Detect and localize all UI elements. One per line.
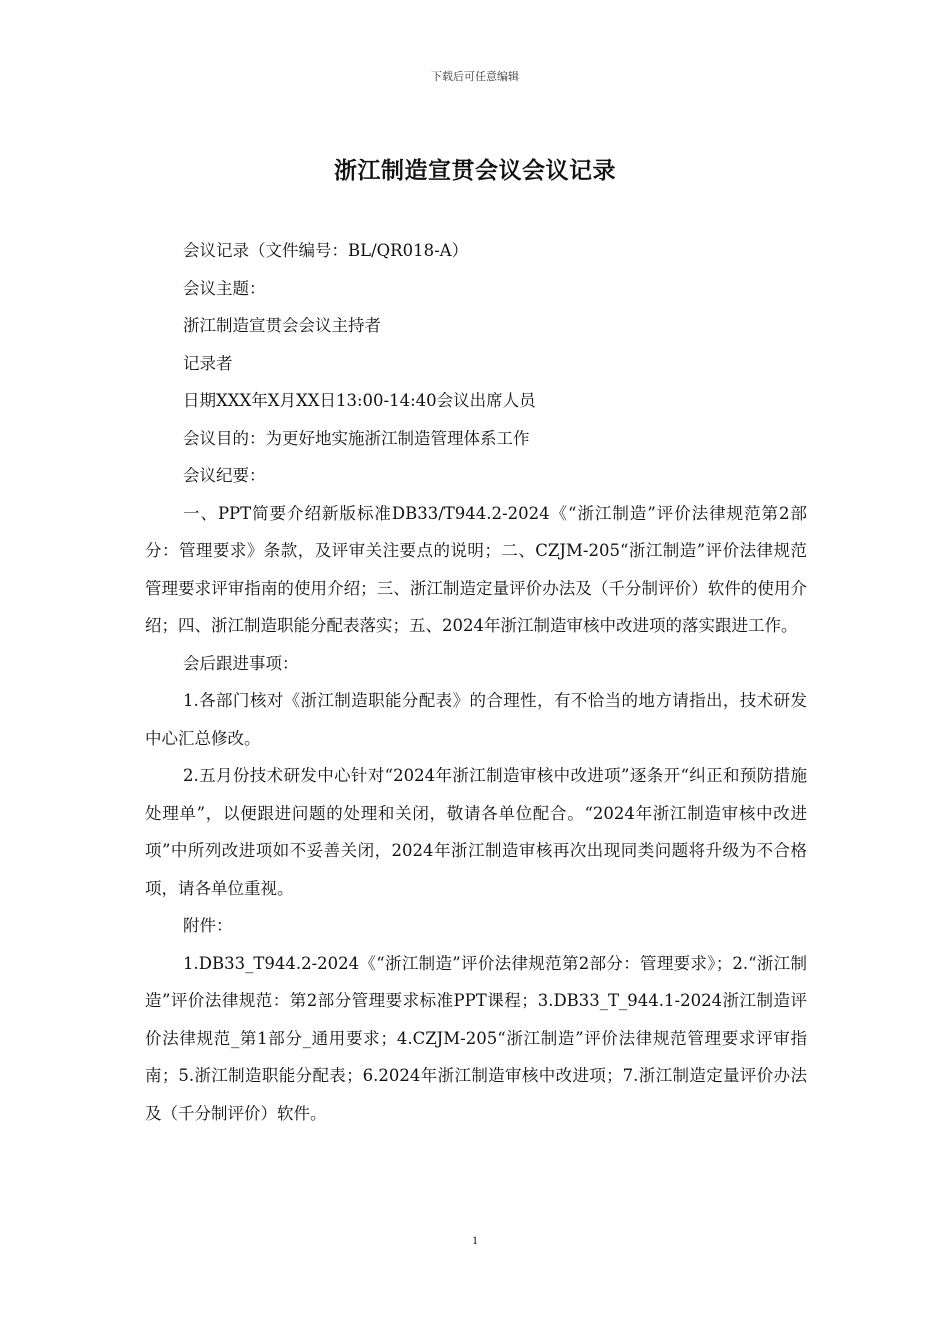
document-body	[145, 232, 807, 1132]
record-number-line: 会议记录（文件编号：BL/QR018-A）	[183, 241, 469, 260]
date-line: 日期XXX年X月XX日13:00-14:40会议出席人员	[183, 391, 536, 410]
page-header: 下载后可任意编辑	[431, 70, 519, 83]
followup-item-2: 2.五月份技术研发中心针对“2024年浙江制造审核中改进项”逐条开“纠正和预防措施处理单”，以便跟进问题的处理和关闭，敬请各单位配合。“2024年浙江制造审核中改进项”中所列改进项如不妥善关闭，2024年浙江制造审核再次出现同类问题将升级为不合格项，请各单位重视。	[145, 766, 807, 898]
followup-item-1: 1.各部门核对《浙江制造职能分配表》的合理性，有不恰当的地方请指出，技术研发中心汇总修改。	[145, 691, 807, 748]
document-title: 浙江制造宣贯会议会议记录	[334, 158, 616, 184]
topic-line: 会议主题：	[183, 278, 266, 298]
purpose-line: 会议目的：为更好地实施浙江制造管理体系工作	[183, 428, 530, 448]
recorder-line: 记录者	[183, 353, 233, 373]
attachment-label: 附件：	[183, 916, 233, 935]
attachment-list: 1.DB33_T944.2-2024《“浙江制造”评价法律规范第2部分：管理要求》；2.“浙江制造”评价法律规范：第2部分管理要求标准PPT课程；3.DB33_T_944.1-2024浙江制造评价法律规范_第1部分_通用要求；4.CZJM-205“浙江制造”评价法律规范管理要求评审指南；5.浙江制造职能分配表；6.2024年浙江制造审核中改进项；7.浙江制造定量评价办法及（千分制评价）软件。	[145, 953, 807, 1123]
summary-paragraph: 一、PPT简要介绍新版标准DB33/T944.2-2024《“浙江制造”评价法律规范第2部分：管理要求》条款，及评审关注要点的说明；二、CZJM-205“浙江制造”评价法律规范管理要求评审指南的使用介绍；三、浙江制造定量评价办法及（千分制评价）软件的使用介绍；四、浙江制造职能分配表落实；五、2024年浙江制造审核中改进项的落实跟进工作。	[145, 503, 807, 635]
followup-label: 会后跟进事项：	[183, 653, 299, 673]
page-number: 1	[472, 1233, 478, 1247]
summary-label: 会议纪要：	[183, 466, 266, 485]
host-line: 浙江制造宣贯会会议主持者	[183, 316, 381, 335]
